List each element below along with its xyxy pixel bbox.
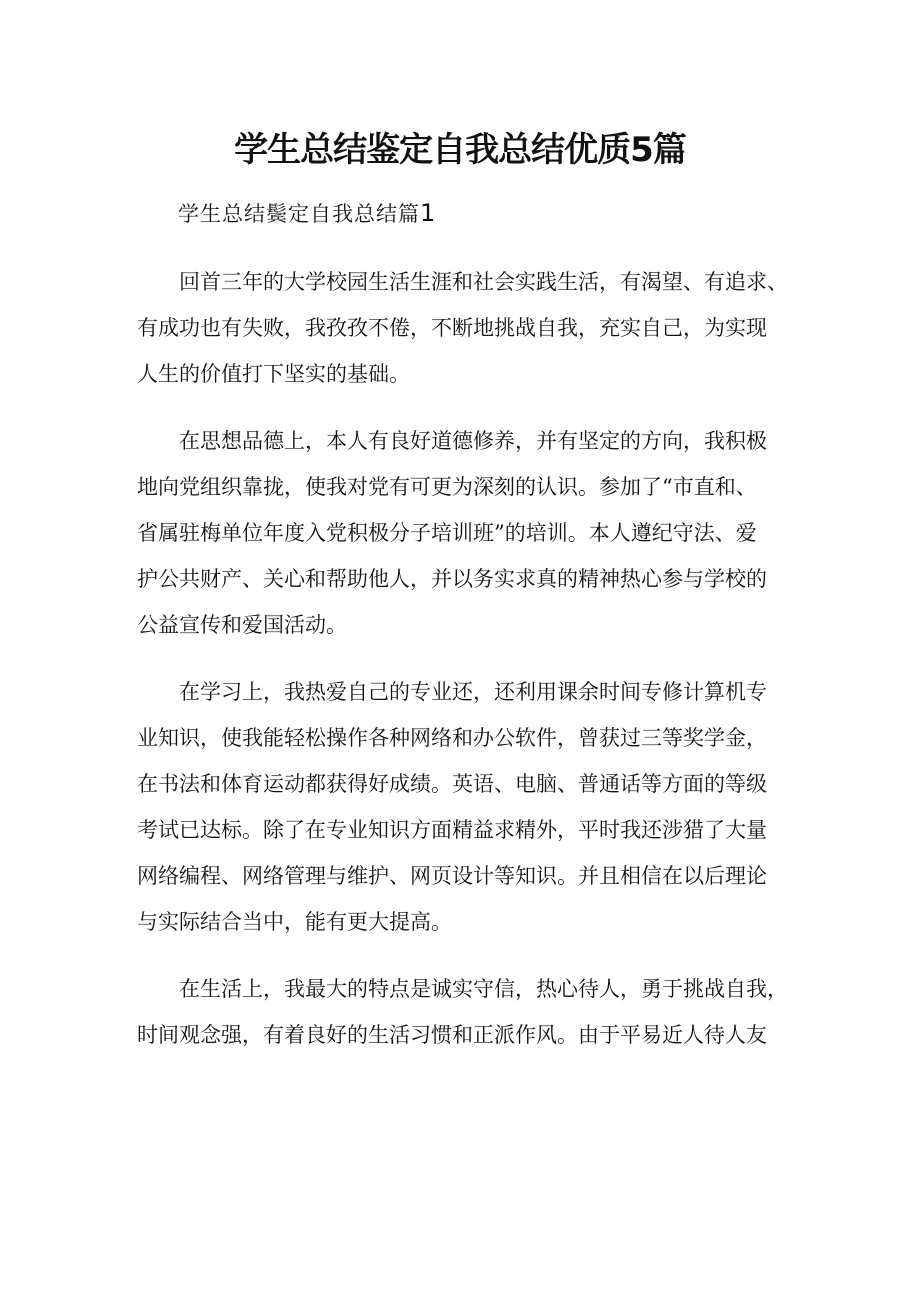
document-title: 学生总结鉴定自我总结优质5篇	[234, 130, 686, 170]
paragraph-line: 护公共财产、关心和帮助他人，并以务实求真的精神热心参与学校的	[137, 567, 767, 591]
paragraph-line: 地向党组织靠拢，使我对党有可更为深刻的认识。参加了“市直和、	[137, 475, 757, 499]
paragraph-4	[137, 966, 795, 1058]
paragraph-line: 回首三年的大学校园生活生涯和社会实践生活，有渴望、有追求、	[179, 270, 788, 294]
paragraph-line: 在学习上，我热爱自己的专业还，还利用课余时间专修计算机专	[179, 680, 767, 704]
paragraph-line: 公益宣传和爱国活动。	[137, 613, 347, 637]
paragraph-line: 在书法和体育运动都获得好成绩。英语、电脑、普通话等方面的等级	[137, 772, 767, 796]
paragraph-line: 时间观念强，有着良好的生活习惯和正派作风。由于平易近人待人友	[137, 1023, 767, 1047]
paragraph-line: 在生活上，我最大的特点是诚实守信，热心待人，勇于挑战自我，	[179, 977, 788, 1001]
section-heading-number: 1	[420, 199, 437, 227]
paragraph-line: 考试已达标。除了在专业知识方面精益求精外，平时我还涉猎了大量	[137, 818, 767, 842]
paragraph-line: 人生的价值打下坚实的基础。	[137, 362, 410, 386]
paragraph-3	[137, 669, 795, 945]
paragraph-line: 与实际结合当中，能有更大提高。	[137, 910, 452, 934]
paragraph-2	[137, 418, 795, 648]
paragraph-line: 网络编程、网络管理与维护、网页设计等知识。并且相信在以后理论	[137, 864, 767, 888]
paragraph-1	[137, 259, 795, 397]
paragraph-line: 在思想品德上，本人有良好道德修养，并有坚定的方向，我积极	[179, 429, 767, 453]
paragraph-line: 业知识，使我能轻松操作各种网络和办公软件，曾获过三等奖学金，	[137, 726, 767, 750]
section-heading-text: 学生总结鬓定自我总结篇	[178, 202, 420, 226]
paragraph-line: 省属驻梅单位年度入党积极分子培训班”的培训。本人遵纪守法、爱	[137, 521, 757, 545]
section-heading	[178, 197, 436, 230]
paragraph-line: 有成功也有失败，我孜孜不倦，不断地挑战自我，充实自己，为实现	[137, 316, 767, 340]
document-body	[137, 259, 795, 1079]
